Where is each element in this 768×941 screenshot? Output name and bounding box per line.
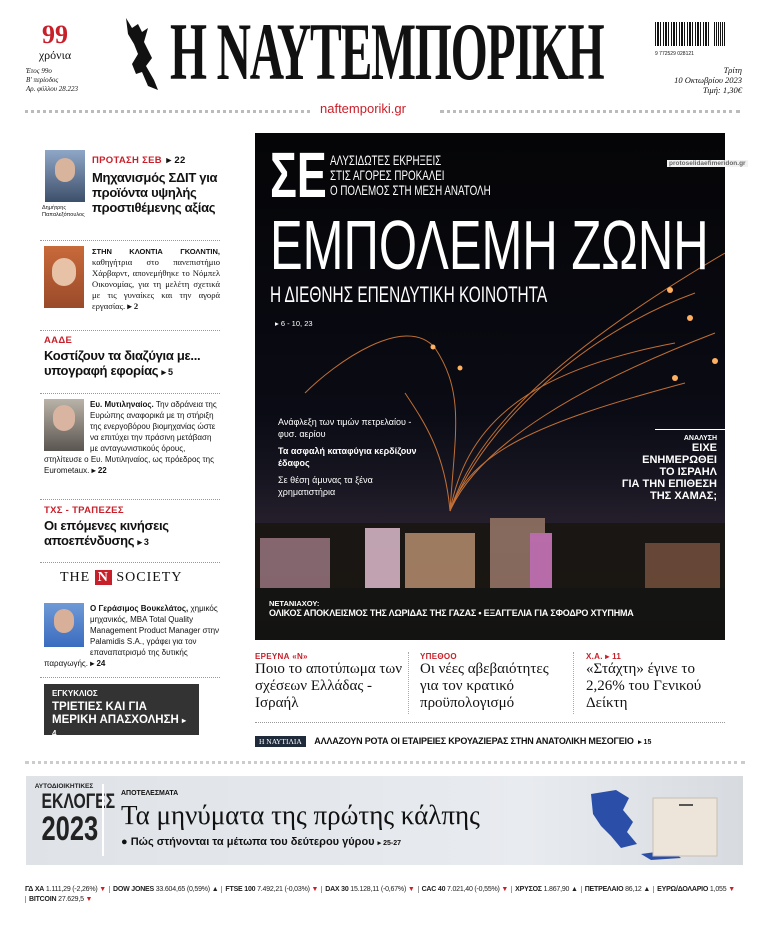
issue-number: Αρ. φύλλου 28.223 <box>26 85 78 93</box>
ticker-item <box>653 886 738 893</box>
headline: Κοστίζουν τα διαζύγια με... υπογραφή εφορίας <box>44 348 201 378</box>
price: Τιμή: 1,30€ <box>702 85 742 95</box>
ticker-value: 1,055 <box>709 886 727 893</box>
anniversary-badge <box>25 22 85 63</box>
kicker: ΥΠΕΘΟΟ <box>420 652 457 661</box>
ticker-name: BITCOIN <box>29 896 57 903</box>
issue-year: Έτος 99ο <box>26 67 52 75</box>
ticker-name: DAX 30 <box>325 886 349 893</box>
analysis-line: ΓΙΑ ΤΗΝ ΕΠΙΘΕΣΗ <box>621 478 717 490</box>
elections-label <box>34 783 116 848</box>
story-israel-relations[interactable] <box>255 652 405 712</box>
date-price <box>674 65 742 95</box>
page-ref: ▸ 6 - 10, 23 <box>275 319 313 328</box>
ticker-name: DOW JONES <box>113 886 154 893</box>
story-budget[interactable] <box>420 652 570 712</box>
strap-text: ΟΛΙΚΟΣ ΑΠΟΚΛΕΙΣΜΟΣ ΤΗΣ ΛΩΡΙΔΑΣ ΤΗΣ ΓΑΖΑΣ • ΕΞΑΓΓΕΛΙΑ ΓΙΑ ΣΦΟΔΡΟ ΧΤΥΠΗΜΑ <box>269 608 634 618</box>
kicker: ΝΕΤΑΝΙΑΧΟΥ: <box>269 599 320 608</box>
goldin-photo <box>44 246 84 308</box>
greece-map-ballot-box-icon <box>571 786 741 864</box>
page-ref: ▸ 3 <box>137 537 149 547</box>
page-ref: ▸ 22 <box>91 466 107 475</box>
story-stock-exchange[interactable] <box>586 652 726 712</box>
headline: Οι επόμενες κινήσεις αποεπένδυσης <box>44 518 169 548</box>
ticker-item <box>109 886 221 893</box>
lead-bullets <box>278 416 418 498</box>
ticker-value: 15.128,11 (-0,67%) <box>350 886 407 893</box>
label-line: 2023 <box>41 809 99 848</box>
hermes-logo-icon <box>118 14 162 94</box>
naftilia-strap[interactable] <box>255 731 735 749</box>
analysis-line: ΤΗΣ ΧΑΜΑΣ; <box>650 490 717 502</box>
headline-se: ΣΕ <box>270 139 327 211</box>
page-ref: ▸ 2 <box>127 301 139 311</box>
story-mytilineos[interactable] <box>44 399 220 476</box>
analysis-line: ΤΟ ΙΣΡΑΗΛ <box>659 466 717 478</box>
kicker: ΤΧΣ - ΤΡΑΠΕΖΕΣ <box>44 505 124 516</box>
lead: Ο Γεράσιμος Βουκελάτος, <box>90 604 189 613</box>
logo-society: SOCIETY <box>116 570 183 585</box>
kicker: ΕΡΕΥΝΑ «Ν» <box>255 652 308 661</box>
ticker-value: 7.492,21 (-0,03%) <box>257 886 310 893</box>
kicker: ΠΡΟΤΑΣΗ ΣΕΒ <box>92 155 162 166</box>
ticker-name: ΠΕΤΡΕΛΑΙΟ <box>584 886 624 893</box>
kicker: ΑΠΟΤΕΛΕΣΜΑΤΑ <box>121 790 179 797</box>
analysis-line: ΕΙΧΕ <box>691 442 717 454</box>
bullet: Ανάφλεξη των τιμών πετρελαίου - φυσ. αερίου <box>278 417 412 439</box>
ticker-name: ΕΥΡΩ/ΔΟΛΑΡΙΟ <box>657 886 709 893</box>
ticker-value: 1.111,29 (-2,26%) <box>45 886 98 893</box>
label-line: ΕΚΛΟΓΕΣ <box>41 789 116 813</box>
story-egkyklios-box[interactable] <box>44 684 199 738</box>
page-ref: ▸ 22 <box>166 155 186 166</box>
headline: ΑΛΛΑΖΟΥΝ ΡΟΤΑ ΟΙ ΕΤΑΙΡΕΙΕΣ ΚΡΟΥΑΖΙΕΡΑΣ ΣΤΗΝ ΑΝΑΤΟΛΙΚΗ ΜΕΣΟΓΕΙΟ <box>314 736 634 746</box>
ticker-item <box>221 886 321 893</box>
city-skyline <box>255 518 725 640</box>
ticker-value: 1.867,90 <box>543 886 570 893</box>
lead: Ευ. Μυτιληναίος. <box>90 400 154 409</box>
story-aade[interactable] <box>44 335 220 380</box>
watermark: protoselidaefimeridon.gr <box>669 160 746 167</box>
website-link[interactable]: naftemporiki.gr <box>320 101 406 116</box>
ticker-name: CAC 40 <box>421 886 446 893</box>
elections-band[interactable] <box>26 776 743 865</box>
text: καθηγήτρια στο πανεπιστήμιο Χάρβαρντ, απονεμήθηκε το Νόμπελ Οικονομίας, για τη μελέτη σχετικά με τις γυναίκες και την αγορά εργασίας. <box>92 257 220 311</box>
day: Τρίτη <box>723 65 742 75</box>
ticker-item <box>418 886 512 893</box>
page-ref: ▸ 25-27 <box>377 840 402 847</box>
kicker: ΑΑΔΕ <box>44 335 73 346</box>
ticker-name: ΓΔ ΧΑ <box>25 886 45 893</box>
down-arrow-icon: ▼ <box>501 886 509 893</box>
kicker: ΕΓΚΥΚΛΙΟΣ <box>52 689 98 698</box>
ticker-value: 7.021,40 (-0,55%) <box>447 886 500 893</box>
bullet: Τα ασφαλή καταφύγια κερδίζουν έδαφος <box>278 446 417 468</box>
down-arrow-icon: ▼ <box>407 886 415 893</box>
headline: ΤΡΙΕΤΙΕΣ ΚΑΙ ΓΙΑ ΜΕΡΙΚΗ ΑΠΑΣΧΟΛΗΣΗ <box>52 701 179 726</box>
headline: «Στάχτη» έγινε το 2,26% του Γενικού Δείκτη <box>586 661 702 711</box>
subheadline-text: Πώς στήνονται τα μέτωπα του δεύτερου γύρου <box>130 836 375 848</box>
down-arrow-icon: ▼ <box>311 886 319 893</box>
headline-sub: Η ΔΙΕΘΝΗΣ ΕΠΕΝΔΥΤΙΚΗ ΚΟΙΝΟΤΗΤΑ <box>270 282 548 307</box>
text: Την αδράνεια της Ευρώπης αναφορικά με τη στήριξη της ενεργοβόρου βιομηχανίας ώστε να επιτύχει την πράσινη μετάβαση με ανταγωνιστικούς όρους, στηλίτευσε ο Ευ. Μυτιληναίος, ως πρόεδρος της Eurometaux. <box>44 400 217 475</box>
ticker-value: 86,12 <box>625 886 642 893</box>
page-ref: ▸ 4 <box>52 716 187 738</box>
ticker-item <box>25 886 109 893</box>
issue-info <box>26 67 78 94</box>
barcode-number: 9 772529 028121 <box>655 51 694 57</box>
bullet: Σε θέση άμυνας τα ξένα χρηματιστήρια <box>278 475 373 497</box>
headline-main: ΕΜΠΟΛΕΜΗ ΖΩΝΗ <box>270 206 709 284</box>
logo-the: THE <box>60 570 91 585</box>
netanyahu-strap[interactable] <box>269 599 719 619</box>
ticker-name: ΧΡΥΣΟΣ <box>515 886 542 893</box>
lead: ΣΤΗΝ ΚΛΟΝΤΙΑ ΓΚΟΛΝΤΙΝ, <box>92 247 220 256</box>
story-society[interactable] <box>44 603 220 669</box>
ticker-item <box>25 896 95 903</box>
up-arrow-icon: ▲ <box>211 886 219 893</box>
papalexopoulos-photo <box>45 150 85 202</box>
down-arrow-icon: ▼ <box>728 886 735 893</box>
lead-story-photo[interactable] <box>255 133 725 640</box>
page-ref: ▸ 15 <box>638 739 652 746</box>
ticker-value: 33.604,65 (0,59%) <box>155 886 210 893</box>
logo-n: N <box>95 570 112 585</box>
story-goldin[interactable] <box>92 246 220 312</box>
newspaper-title: Η ΝΑΥΤΕΜΠΟΡΙΚΗ <box>170 6 604 97</box>
story-txs[interactable] <box>44 505 220 550</box>
subheadline: ● Πώς στήνονται τα μέτωπα του δεύτερου γύρου ▸ 25-27 <box>121 836 402 848</box>
page-ref: ▸ 5 <box>161 367 173 377</box>
down-arrow-icon: ▼ <box>85 896 93 903</box>
market-ticker <box>25 886 747 903</box>
issue-period: Β' περίοδος <box>26 76 59 84</box>
deck <box>330 153 560 198</box>
headline: Μηχανισμός ΣΔΙΤ για προϊόντα υψηλής προστιθέμενης αξίας <box>92 170 218 215</box>
ticker-item <box>321 886 417 893</box>
kicker: Χ.Α. ▸ 11 <box>586 652 622 661</box>
analysis-line: ΕΝΗΜΕΡΩΘΕΙ <box>642 454 717 466</box>
barcode <box>655 22 727 57</box>
kicker: ΑΝΑΛΥΣΗ <box>683 435 717 442</box>
deck-line: ΣΤΙΣ ΑΓΟΡΕΣ ΠΡΟΚΑΛΕΙ <box>330 167 445 183</box>
headline: Οι νέες αβεβαιότητες για τον κρατικό προϋπολογισμό <box>420 661 549 711</box>
deck-line: ΑΛΥΣΙΔΩΤΕΣ ΕΚΡΗΞΕΙΣ <box>330 152 442 168</box>
ticker-value: 27.629,5 <box>58 896 84 903</box>
page-ref: ▸ 24 <box>90 659 106 668</box>
headline: Τα μηνύματα της πρώτης κάλπης <box>121 800 480 830</box>
years-label: χρόνια <box>38 48 72 62</box>
date: 10 Οκτωβρίου 2023 <box>674 75 742 85</box>
up-arrow-icon: ▲ <box>570 886 578 893</box>
ticker-name: FTSE 100 <box>225 886 256 893</box>
naftilia-badge: Η ΝΑΥΤΙΛΙΑ <box>255 736 306 747</box>
label-line: ΑΥΤΟΔΙΟΙΚΗΤΙΚΕΣ <box>34 783 94 790</box>
the-n-society-logo <box>60 570 182 586</box>
up-arrow-icon: ▲ <box>643 886 651 893</box>
story-sev[interactable] <box>92 150 220 215</box>
photo-caption: Δημήτρης Παπαλεξόπουλος <box>42 205 85 218</box>
analysis-box[interactable] <box>622 435 717 502</box>
deck-line: Ο ΠΟΛΕΜΟΣ ΣΤΗ ΜΕΣΗ ΑΝΑΤΟΛΗ <box>330 182 491 198</box>
headline: Ποιο το αποτύπωμα των σχέσεων Ελλάδας - Ισραήλ <box>255 661 403 711</box>
ticker-item <box>581 886 653 893</box>
ticker-item <box>511 886 581 893</box>
text: χημικός μηχανικός, MBA Total Quality Management Product Manager στην Palamidis S.A., γράφει για τον επαναπατρισμό της δυτικής παραγωγής. <box>44 604 220 668</box>
down-arrow-icon: ▼ <box>99 886 106 893</box>
years-number: 99 <box>42 20 68 49</box>
